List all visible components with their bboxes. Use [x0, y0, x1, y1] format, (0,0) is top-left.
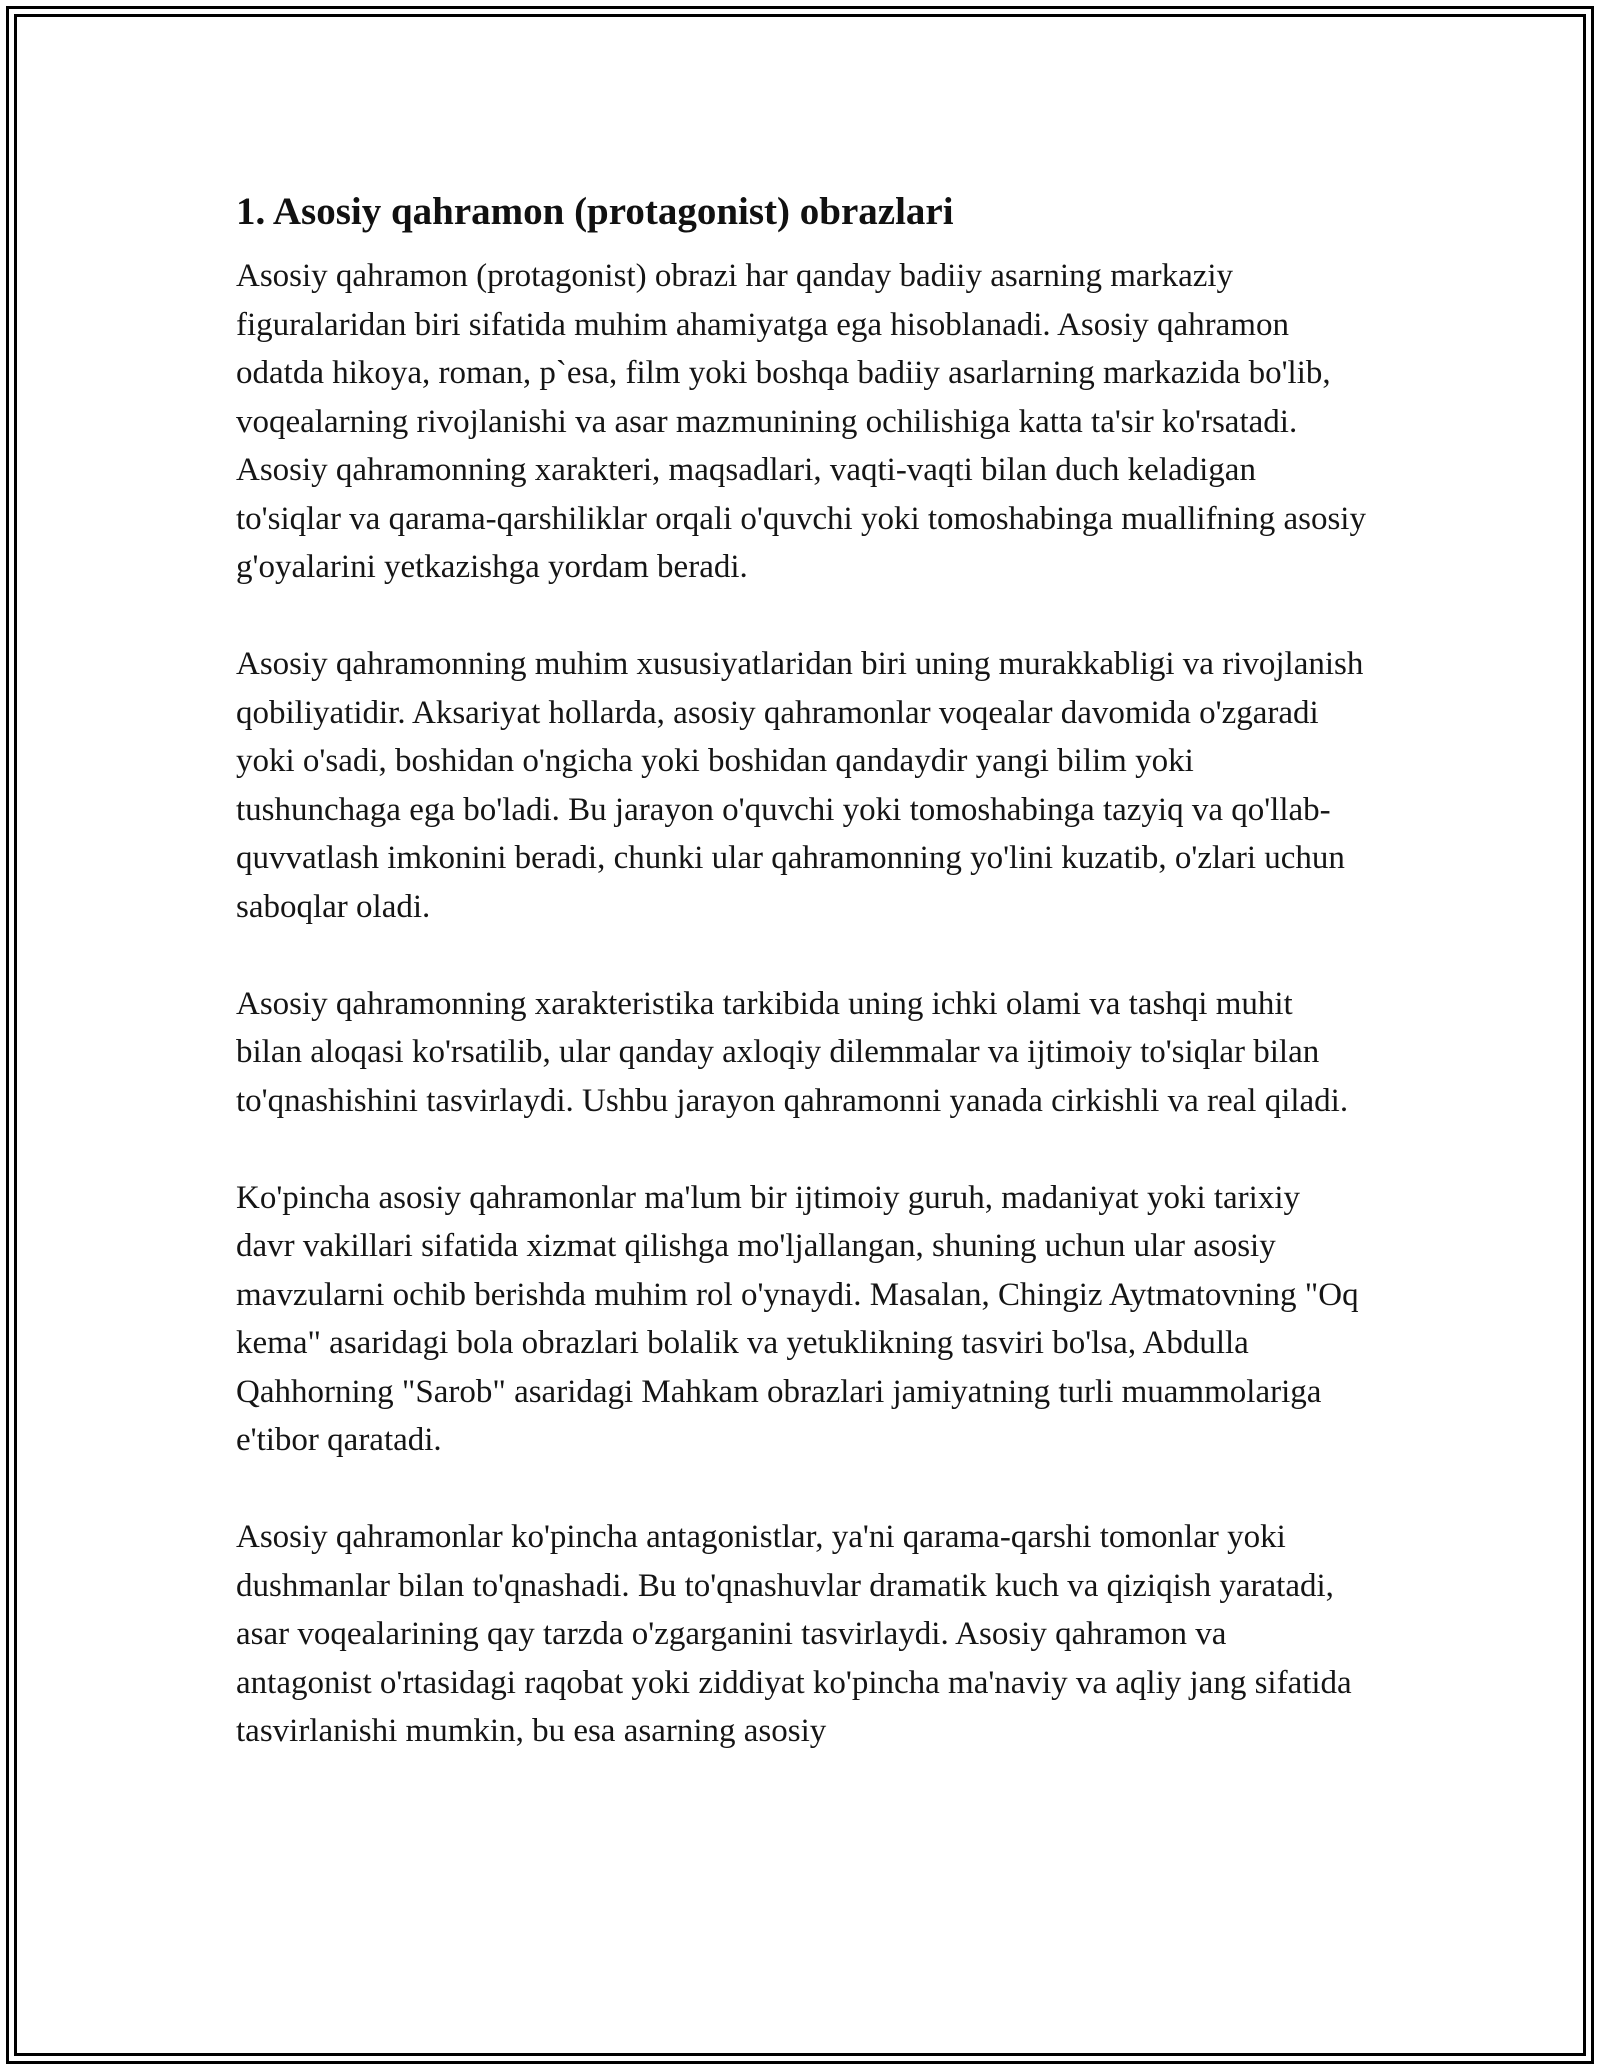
paragraph-2: Asosiy qahramonning muhim xususiyatlaridan biri uning murakkabligi va rivojlanish qobiliyatidir. Aksariyat hollarda, asosiy qahramonlar voqealar davomida o'zgaradi yoki o'sadi, boshidan o'ngicha yoki boshidan qandaydir yangi bilim yoki tushunchaga ega bo'ladi. Bu jarayon o'quvchi yoki tomoshabinga tazyiq va qo'llab-quvvatlash imkonini beradi, chunki ular qahramonning yo'lini kuzatib, o'zlari uchun saboqlar oladi. — [236, 646, 1364, 925]
paragraph-4: Ko'pincha asosiy qahramonlar ma'lum bir ijtimoiy guruh, madaniyat yoki tarixiy davr vakillari sifatida xizmat qilishga mo'ljallangan, shuning uchun ular asosiy mavzularni ochib berishda muhim rol o'ynaydi. Masalan, Chingiz Aytmatovning "Oq kema" asaridagi bola obrazlari bolalik va yetuklikning tasviri bo'lsa, Abdulla Qahhorning "Sarob" asaridagi Mahkam obrazlari jamiyatning turli muammolariga e'tibor qaratadi. — [236, 1179, 1359, 1458]
paragraph-1: Asosiy qahramon (protagonist) obrazi har qanday badiiy asarning markaziy figuralaridan biri sifatida muhim ahamiyatga ega hisoblanadi. Asosiy qahramon odatda hikoya, roman, p`esa, film yoki boshqa badiiy asarlarning markazida bo'lib, voqealarning rivojlanishi va asar mazmunining ochilishiga katta ta'sir ko'rsatadi. Asosiy qahramonning xarakteri, maqsadlari, vaqti-vaqti bilan duch keladigan to'siqlar va qarama-qarshiliklar orqali o'quvchi yoki tomoshabinga muallifning asosiy g'oyalarini yetkazishga yordam beradi. — [236, 258, 1366, 585]
paragraph-3: Asosiy qahramonning xarakteristika tarkibida uning ichki olami va tashqi muhit bilan aloqasi ko'rsatilib, ular qanday axloqiy dilemmalar va ijtimoiy to'siqlar bilan to'qnashishini tasvirlaydi. Ushbu jarayon qahramonni yanada cirkishli va real qiladi. — [236, 985, 1349, 1119]
paragraph-5: Asosiy qahramonlar ko'pincha antagonistlar, ya'ni qarama-qarshi tomonlar yoki dushmanlar bilan to'qnashadi. Bu to'qnashuvlar dramatik kuch va qiziqish yaratadi, asar voqealarining qay tarzda o'zgarganini tasvirlaydi. Asosiy qahramon va antagonist o'rtasidagi raqobat yoki ziddiyat ko'pincha ma'naviy va aqliy jang sifatida tasvirlanishi mumkin, bu esa asarning asosiy — [236, 1519, 1352, 1749]
document-body — [236, 184, 1366, 1804]
section-heading: 1. Asosiy qahramon (protagonist) obrazlari — [236, 190, 954, 233]
